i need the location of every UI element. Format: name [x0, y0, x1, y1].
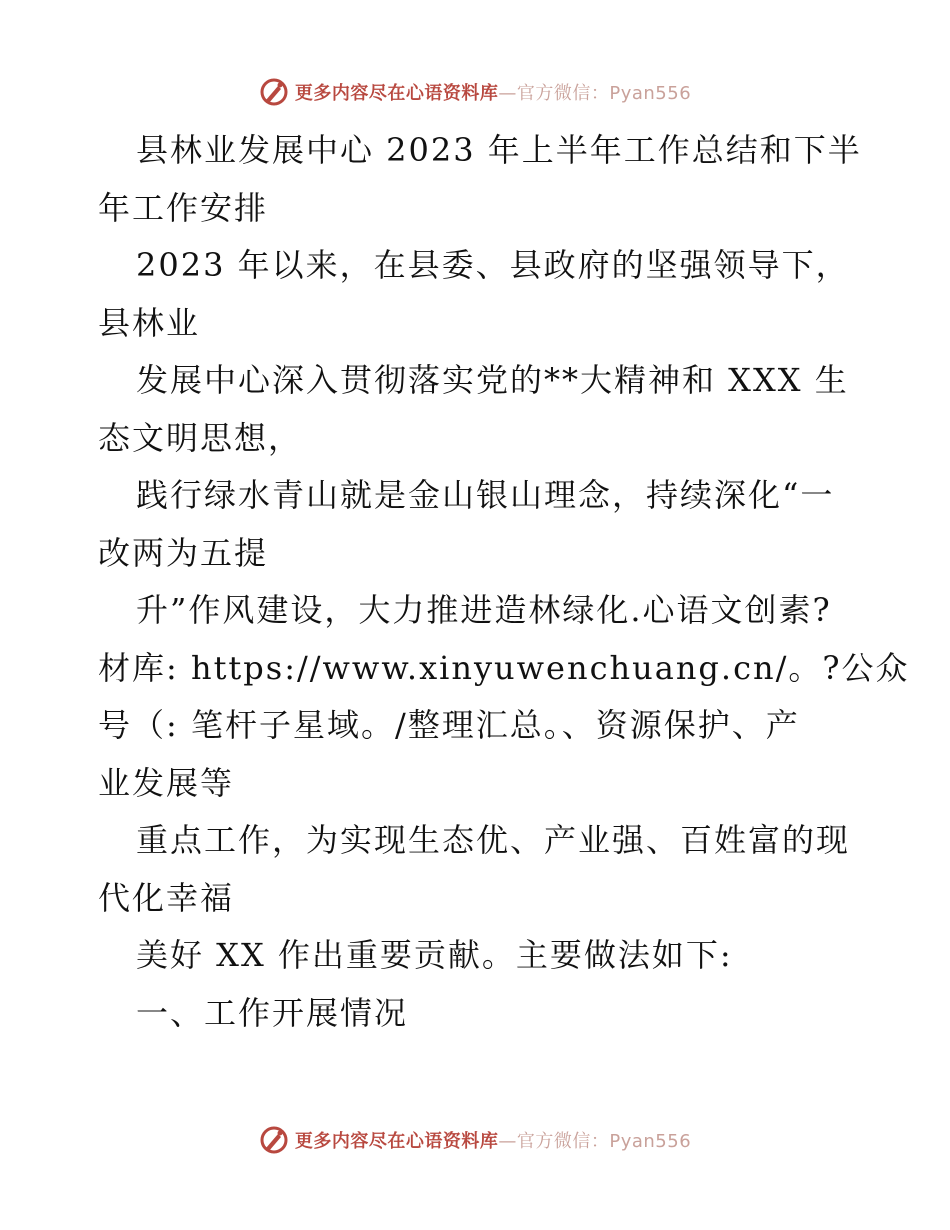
watermark-brand: 更多内容尽在心语资料库 — [294, 83, 499, 104]
paragraph-line: 践行绿水青山就是金山银山理念，持续深化“一 — [136, 476, 835, 514]
pen-logo-icon — [259, 77, 289, 107]
watermark-text — [295, 79, 691, 105]
paragraph-line: 升”作风建设，大力推进造林绿化.心语文创素? — [136, 591, 832, 629]
paragraph-line: 态文明思想， — [98, 418, 303, 457]
paragraph-line: 县林业 — [98, 303, 201, 342]
paragraph-line: 代化幸福 — [98, 878, 235, 917]
paragraph-line: 号（: 笔杆子星域。/整理汇总。、资源保护、产 — [98, 706, 800, 744]
title-line-2: 年工作安排 — [98, 188, 269, 227]
title-line-1: 县林业发展中心 2023 年上半年工作总结和下半 — [136, 131, 862, 169]
paragraph-line: 业发展等 — [98, 763, 235, 802]
watermark-suffix: —官方微信：Pyan556 — [498, 83, 692, 104]
document-body — [98, 122, 910, 1042]
watermark-suffix: —官方微信：Pyan556 — [498, 1131, 692, 1152]
watermark-text — [295, 1127, 691, 1153]
paragraph-line: 2023 年以来，在县委、县政府的坚强领导下， — [136, 246, 850, 284]
footer-watermark — [0, 1120, 950, 1160]
pen-logo-icon — [259, 1125, 289, 1155]
header-watermark — [0, 72, 950, 112]
watermark-brand: 更多内容尽在心语资料库 — [294, 1131, 499, 1152]
paragraph-line: 发展中心深入贯彻落实党的**大精神和 XXX 生 — [136, 361, 849, 399]
section-heading: 一、工作开展情况 — [136, 993, 409, 1032]
paragraph-line: 改两为五提 — [98, 533, 269, 572]
paragraph-line: 材库: https://www.xinyuwenchuang.cn/。?公众 — [98, 648, 910, 687]
paragraph-line: 美好 XX 作出重要贡献。主要做法如下: — [136, 936, 733, 974]
paragraph-line: 重点工作，为实现生态优、产业强、百姓富的现 — [136, 821, 851, 859]
